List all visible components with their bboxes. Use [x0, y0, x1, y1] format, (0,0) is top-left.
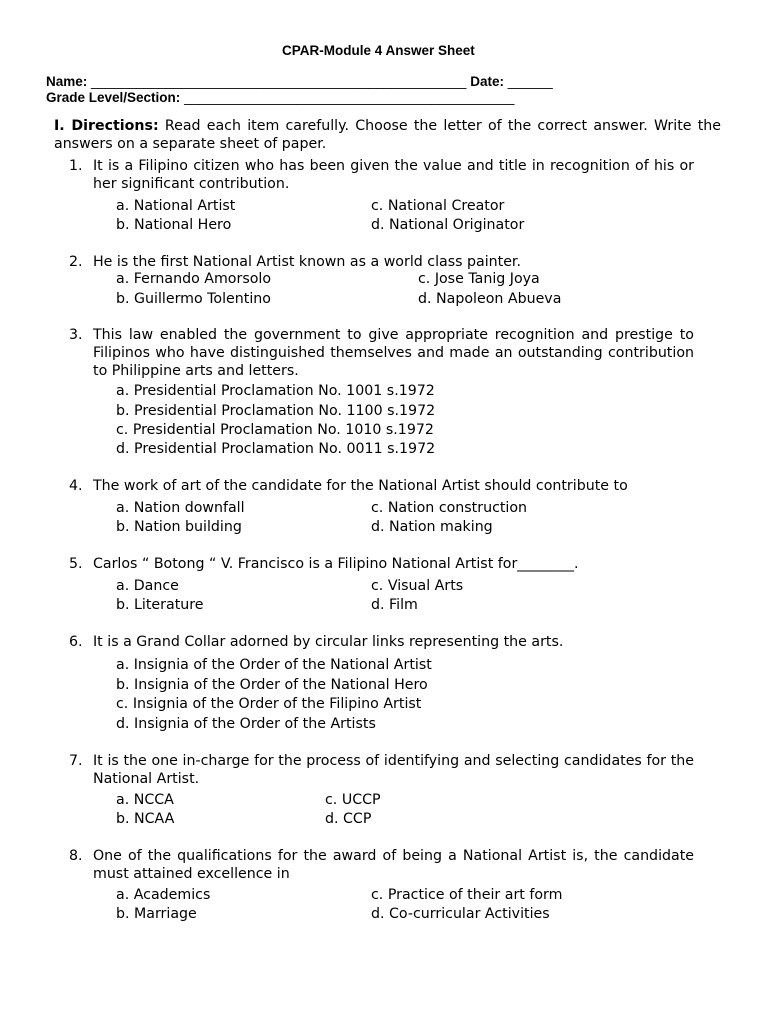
- question-text: He is the first National Artist known as a world class painter.: [93, 254, 521, 270]
- choice-d: d. CCP: [325, 811, 372, 827]
- choice-a: a. NCCA: [116, 792, 174, 808]
- choice-b: b. Insignia of the Order of the National Hero: [116, 677, 428, 693]
- choice-c: c. Insignia of the Order of the Filipino Artist: [116, 696, 422, 712]
- directions-text: Read each item carefully. Choose the letter of the correct answer. Write the answers on a separate sheet of paper.: [54, 118, 722, 152]
- choice-a: a. Fernando Amorsolo: [116, 271, 272, 287]
- question-number: 8.: [69, 848, 83, 864]
- question-number: 4.: [69, 478, 83, 494]
- choice-c: c. Nation construction: [371, 500, 528, 516]
- choice-b: b. Presidential Proclamation No. 1100 s.1972: [116, 403, 436, 419]
- choice-b: b. National Hero: [116, 217, 232, 233]
- question-text: It is the one in-charge for the process of identifying and selecting candidates for the National Artist.: [93, 753, 694, 787]
- directions: [54, 117, 721, 153]
- question-number: 1.: [69, 158, 83, 174]
- choice-b: b. Marriage: [116, 906, 197, 922]
- question-text: This law enabled the government to give appropriate recognition and prestige to Filipinos who have distinguished themselves and made an outstanding contribution to Philippine arts and letters.: [93, 327, 694, 379]
- grade-line: ____________________________________________: [184, 90, 515, 105]
- choice-b: b. NCAA: [116, 811, 175, 827]
- choice-d: d. Nation making: [371, 519, 493, 535]
- choice-c: c. Practice of their art form: [371, 887, 563, 903]
- question-number: 5.: [69, 556, 83, 572]
- choice-c: c. Visual Arts: [371, 578, 464, 594]
- question-number: 7.: [69, 753, 83, 769]
- date-label: Date:: [470, 74, 504, 89]
- choice-b: b. Nation building: [116, 519, 242, 535]
- choice-b: b. Literature: [116, 597, 204, 613]
- question-text: It is a Grand Collar adorned by circular links representing the arts.: [93, 634, 564, 650]
- choice-c: c. National Creator: [371, 198, 505, 214]
- choice-b: b. Guillermo Tolentino: [116, 291, 271, 307]
- grade-label: Grade Level/Section:: [46, 90, 181, 105]
- choice-c: c. Presidential Proclamation No. 1010 s.1972: [116, 422, 434, 438]
- name-row: [46, 74, 553, 89]
- page-title: CPAR-Module 4 Answer Sheet: [282, 43, 475, 58]
- date-line: ______: [507, 74, 553, 89]
- grade-row: [46, 90, 514, 105]
- choice-a: a. Insignia of the Order of the National Artist: [116, 657, 432, 673]
- choice-d: d. Film: [371, 597, 418, 613]
- choice-d: d. Co-curricular Activities: [371, 906, 550, 922]
- choice-d: d. National Originator: [371, 217, 525, 233]
- choice-d: d. Napoleon Abueva: [418, 291, 562, 307]
- choice-a: a. National Artist: [116, 198, 236, 214]
- question-text: The work of art of the candidate for the National Artist should contribute to: [93, 478, 628, 494]
- question-number: 3.: [69, 327, 83, 343]
- choice-d: d. Insignia of the Order of the Artists: [116, 716, 376, 732]
- choice-a: a. Presidential Proclamation No. 1001 s.1972: [116, 383, 435, 399]
- question-text: One of the qualifications for the award of being a National Artist is, the candidate must attained excellence in: [93, 848, 694, 882]
- name-label: Name:: [46, 74, 88, 89]
- choice-c: c. UCCP: [325, 792, 381, 808]
- question-text: Carlos “ Botong “ V. Francisco is a Filipino National Artist for________.: [93, 556, 579, 572]
- choice-d: d. Presidential Proclamation No. 0011 s.1972: [116, 441, 436, 457]
- question-number: 2.: [69, 254, 83, 270]
- choice-a: a. Dance: [116, 578, 179, 594]
- name-line: __________________________________________________: [91, 74, 467, 89]
- choice-a: a. Nation downfall: [116, 500, 245, 516]
- question-text: It is a Filipino citizen who has been given the value and title in recognition of his or her significant contribution.: [93, 158, 694, 192]
- question-number: 6.: [69, 634, 83, 650]
- directions-heading: I. Directions:: [54, 118, 159, 134]
- choice-c: c. Jose Tanig Joya: [418, 271, 540, 287]
- choice-a: a. Academics: [116, 887, 211, 903]
